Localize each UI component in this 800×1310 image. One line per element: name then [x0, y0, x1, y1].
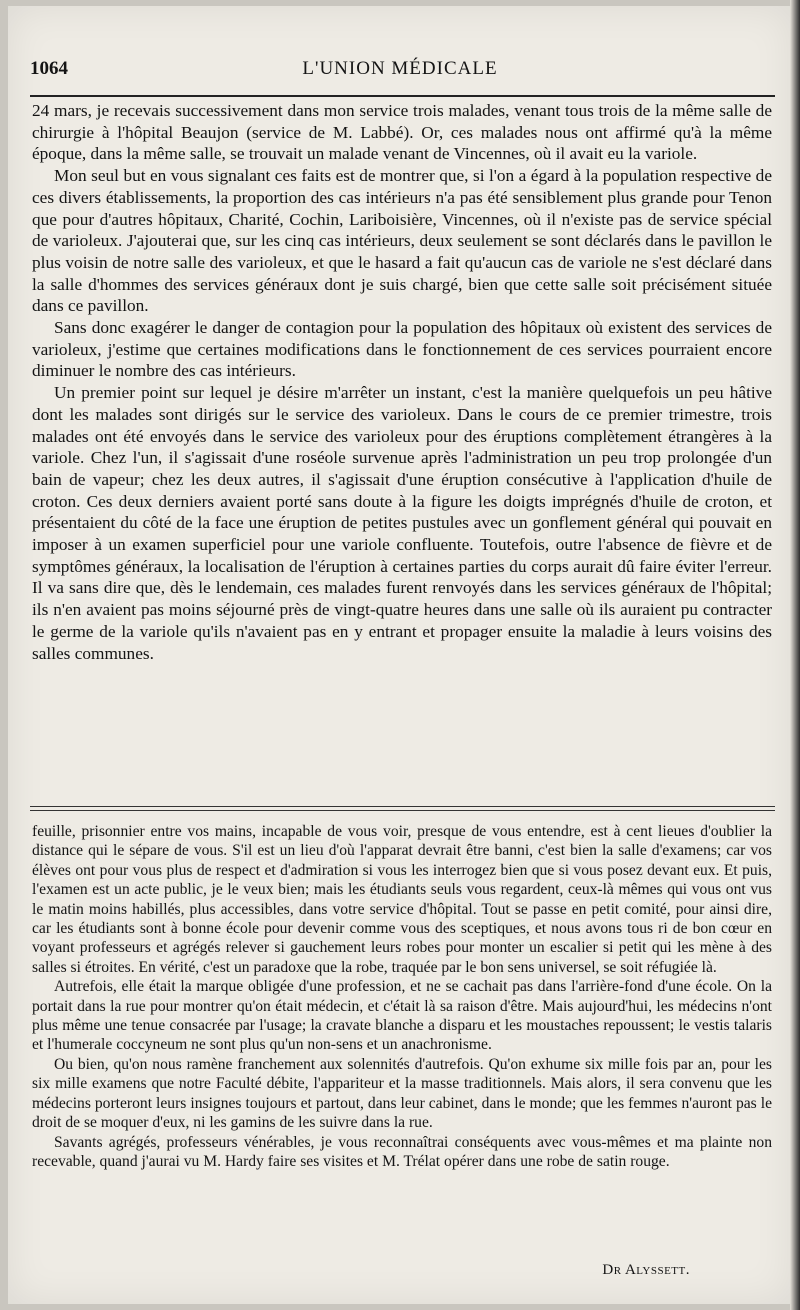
- article-paragraph: Sans donc exagérer le danger de contagion pour la population des hôpitaux où existent des services de varioleux, j'estime que certaines modifications dans le fonctionnement de ces services pourraient encore diminuer le nombre des cas intérieurs.: [32, 318, 772, 381]
- running-title: L'UNION MÉDICALE: [302, 58, 498, 79]
- page-header: [30, 58, 770, 88]
- page-edge-shadow: [790, 0, 800, 1310]
- feuilleton-paragraph: feuille, prisonnier entre vos mains, incapable de vous voir, presque de vous entendre, est à cent lieues d'oublier la distance qui le sépare de vous. S'il est un lieu d'où l'apparat devrait être banni, c'est bien la salle d'examens; car vos élèves ont pour vous plus de respect et d'admiration si vous les interrogez bien que si vous posez devant eux. Et puis, l'examen est un acte public, je le veux bien; mais les étudiants seuls vous regardent, ceux-là mêmes qui vous ont vus le matin moins habillés, plus accessibles, dans votre service d'hôpital. Tout se passe en petit comité, pour ainsi dire, car les étudiants sont à bonne école pour devenir comme vous des sceptiques, et nous avons tous ri de bon cœur en voyant professeurs et agrégés relever si gauchement leurs robes pour monter un escalier si petit qui les mène à des salles si étroites. En vérité, c'est un paradoxe que la robe, traquée par le bon sens universel, se soit réfugiée là.: [32, 823, 772, 976]
- feuilleton-section: [32, 822, 772, 1171]
- main-article: [32, 100, 772, 664]
- article-paragraph: Un premier point sur lequel je désire m'arrêter un instant, c'est la manière quelquefois un peu hâtive dont les malades sont dirigés sur le service des varioleux. Dans le cours de ce premier trimestre, trois malades ont été envoyés dans le service des varioleux pour des éruptions complètement étrangères à la variole. Chez l'un, il s'agissait d'une roséole survenue après l'administration un peu trop prolongée d'un bain de vapeur; chez les deux autres, il s'agissait d'une éruption consécutive à l'application d'huile de croton. Ces deux derniers avaient porté sans doute à la figure les doigts imprégnés d'huile de croton, et présentaient du côté de la face une éruption de petites pustules avec un gonflement général qui pouvait en imposer à un examen superficiel pour une variole confluente. Toutefois, outre l'absence de fièvre et de symptômes généraux, la localisation de l'éruption à certaines parties du corps aurait dû faire éviter l'erreur. Il va sans dire que, dès le lendemain, ces malades furent renvoyés dans les services généraux de l'hôpital; ils n'en avaient pas moins séjourné près de vingt-quatre heures dans une salle où ils auraient pu contracter le germe de la variole qu'ils n'avaient pas en y entrant et propager ensuite la maladie à leurs voisins des salles communes.: [32, 383, 772, 663]
- page-number: 1064: [30, 58, 68, 79]
- article-paragraph: Mon seul but en vous signalant ces faits est de montrer que, si l'on a égard à la population respective de ces divers établissements, la proportion des cas intérieurs n'a pas été sensiblement plus grande pour Tenon que pour d'autres hôpitaux, Charité, Cochin, Lariboisière, Vincennes, où il n'existe pas de service spécial de varioleux. J'ajouterai que, sur les cinq cas intérieurs, deux seulement se sont déclarés dans le pavillon le plus voisin de notre salle des varioleux, et que le hasard a fait qu'aucun cas de variole ne s'est déclaré dans la salle d'hommes des services généraux dont je suis chargé, bien que cette salle soit précisément située dans ce pavillon.: [32, 166, 772, 316]
- feuilleton-paragraph: Autrefois, elle était la marque obligée d'une profession, et ne se cachait pas dans l'arrière-fond d'une école. On la portait dans la rue pour montrer qu'on était médecin, et c'était là sa raison d'être. Mais aujourd'hui, les médecins n'ont plus même une tenue consacrée par l'usage; la cravate blanche a disparu et les moustaches repoussent; le vestis talaris et l'humerale coccyneum ne sont plus qu'un non-sens et un anachronisme.: [32, 978, 772, 1054]
- feuilleton-paragraph: Savants agrégés, professeurs vénérables, je vous reconnaîtrai conséquents avec vous-mêmes et ma plainte non recevable, quand j'aurai vu M. Hardy faire ses visites et M. Trélat opérer dans une robe de satin rouge.: [32, 1133, 772, 1170]
- article-paragraph: 24 mars, je recevais successivement dans mon service trois malades, venant tous trois de la même salle de chirurgie à l'hôpital Beaujon (service de M. Labbé). Or, ces malades nous ont affirmé qu'à la même époque, dans la même salle, se trouvait un malade venant de Vincennes, où il avait eu la variole.: [32, 101, 772, 164]
- feuilleton-paragraph: Ou bien, qu'on nous ramène franchement aux solennités d'autrefois. Qu'on exhume six mille fois par an, pour les six mille examens que notre Faculté débite, l'appariteur et la masse traditionnels. Mais alors, il sera convenu que les médecins porteront leurs insignes toujours et partout, dans leur cabinet, dans le monde; que les femmes n'auront pas le droit de se moquer d'eux, ni les gamins de les suivre dans la rue.: [32, 1055, 772, 1132]
- feuilleton-separator: [30, 806, 775, 811]
- author-signature: Dr Alyssett.: [602, 1262, 690, 1278]
- header-rule: [30, 95, 775, 97]
